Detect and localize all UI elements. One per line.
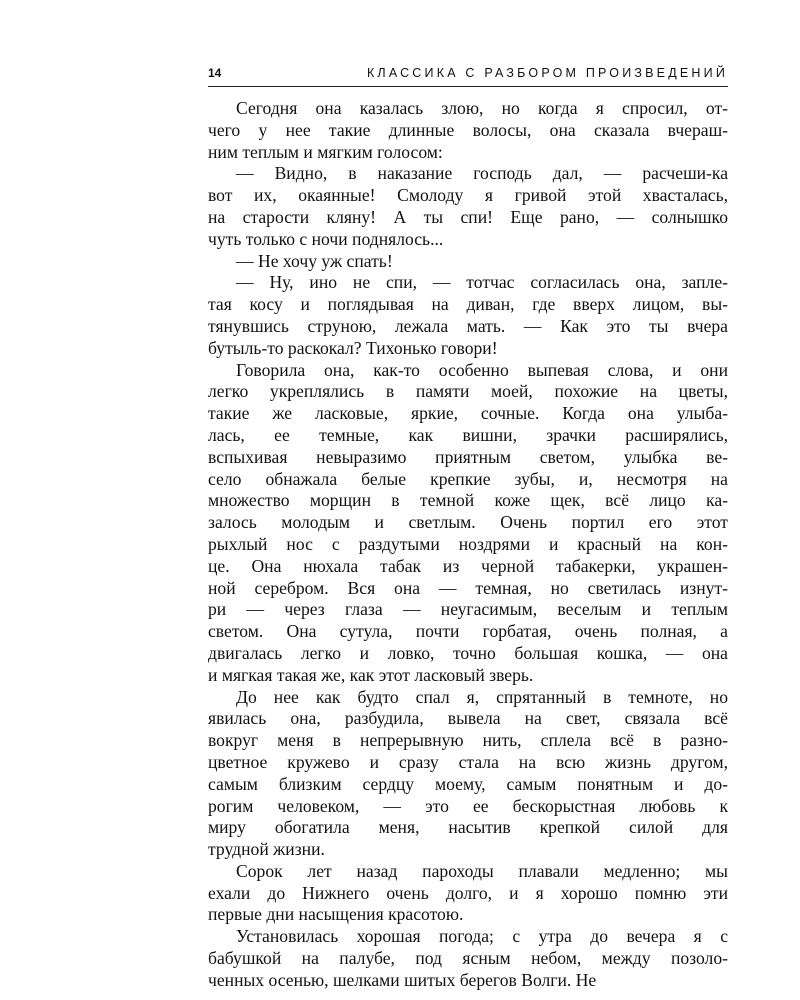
text-line: — Ну, ино не спи, — тотчас согласилась она, запле- [236,272,728,293]
text-line: — Не хочу уж спать! [236,250,393,271]
text-line: Сегодня она казалась злою, но когда я спросил, от- [236,98,728,118]
paragraph [208,360,728,687]
text-line: чего у нее такие длинные волосы, она сказала вчераш- [208,119,728,140]
text-line: тянувшись струною, лежала мать. — Как это ты вчера [208,315,728,336]
text-line: цветное кружево и сразу стала на всю жизнь другом, [208,751,728,772]
paragraph [208,687,728,861]
text-line: ри — через глаза — неугасимым, веселым и теплым [208,599,728,620]
text-line: Установилась хорошая погода; с утра до вечера я с [236,926,728,947]
text-line: Говорила она, как-то особенно выпевая слова, и они [236,359,728,380]
header-rule [208,86,728,87]
text-line: явилась она, разбудила, вывела на свет, связала всё [208,708,728,729]
text-line: миру обогатила меня, насытив крепкой силой для [208,817,728,838]
text-line: це. Она нюхала табак из черной табакерки, украшен- [208,555,728,576]
text-line: двигалась легко и ловко, точно большая кошка, — она [208,642,728,663]
text-line: — Видно, в наказание господь дал, — расчеши-ка [236,163,728,184]
body-text [208,98,728,992]
running-title: КЛАССИКА С РАЗБОРОМ ПРОИЗВЕДЕНИЙ [366,66,728,80]
text-line: такие же ласковые, яркие, сочные. Когда она улыба- [208,403,728,424]
text-line: рогим человеком, — это ее бескорыстная любовь к [208,795,728,816]
text-line: чуть только с ночи поднялось... [208,228,444,249]
text-line: село обнажала белые крепкие зубы, и, несмотря на [208,468,728,489]
text-line: вокруг меня в непрерывную нить, сплела всё в разно- [208,730,728,751]
text-line: вспыхивая невыразимо приятным светом, улыбка ве- [208,446,728,467]
text-line: вот их, окаянные! Смолоду я гривой этой хвасталась, [208,185,728,206]
text-line: тая косу и поглядывая на диван, где вверх лицом, вы- [208,294,728,315]
paragraph [208,98,728,163]
text-line: ним теплым и мягким голосом: [208,141,443,162]
text-line: ехали до Нижнего очень долго, и я хорошо помню эти [208,882,728,903]
text-line: бутыль-то раскокал? Тихонько говори! [208,337,498,358]
text-line: множество морщин в темной коже щек, всё лицо ка- [208,490,728,511]
text-line: и мягкая такая же, как этот ласковый зверь. [208,664,534,685]
text-line: До нее как будто спал я, спрятанный в темноте, но [236,686,728,707]
paragraph [208,861,728,926]
text-line: ной серебром. Вся она — темная, но светилась изнут- [208,577,728,598]
paragraph [208,926,728,991]
text-line: рыхлый нос с раздутыми ноздрями и красный на кон- [208,533,728,554]
text-line: самым близким сердцу моему, самым понятным и до- [208,773,728,794]
text-line: бабушкой на палубе, под ясным небом, между позоло- [208,948,728,969]
text-line: трудной жизни. [208,839,325,860]
paragraph [208,272,728,359]
text-line: лась, ее темные, как вишни, зрачки расширялись, [208,424,728,445]
text-line: залось молодым и светлым. Очень портил его этот [208,512,728,533]
paragraph [208,163,728,250]
page-header [208,66,728,86]
text-line: ченных осенью, шелками шитых берегов Волги. Не [208,969,597,990]
text-line: светом. Она сутула, почти горбатая, очень полная, а [208,621,728,642]
page-number: 14 [208,66,222,80]
text-line: Сорок лет назад пароходы плавали медленно; мы [236,860,728,881]
text-line: легко укреплялись в памяти моей, похожие на цветы, [208,381,728,402]
paragraph [208,251,728,273]
text-line: первые дни насыщения красотою. [208,904,464,925]
text-line: на старости кляну! А ты спи! Еще рано, — солнышко [208,206,728,227]
